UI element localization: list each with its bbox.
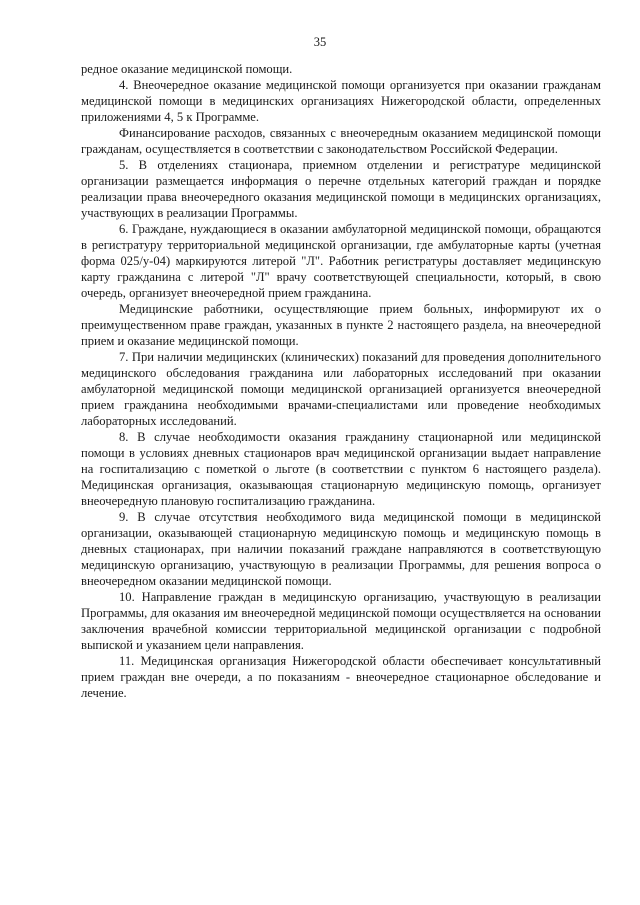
document-body xyxy=(81,61,601,701)
paragraph-item-7: 7. При наличии медицинских (клинических) показаний для проведения дополнительного медицинского обследования гражданина или лабораторных исследований при оказании амбулаторной медицинской помощи медицинской организацией организуется внеочередной прием гражданина необходимыми врачами-специалистами или проведение необходимых лабораторных исследований. xyxy=(81,350,601,428)
paragraph-item-10: 10. Направление граждан в медицинскую организацию, участвующую в реализации Программы, для оказания им внеочередной медицинской помощи осуществляется на основании заключения врачебной комиссии территориальной медицинской организации с подробной выпиской и указанием цели направления. xyxy=(81,590,601,652)
paragraph-item-4: 4. Внеочередное оказание медицинской помощи организуется при оказании гражданам медицинской помощи в медицинских организациях Нижегородской области, определенных приложениями 4, 5 к Программе. xyxy=(81,78,601,124)
paragraph-medical-workers: Медицинские работники, осуществляющие прием больных, информируют их о преимущественном праве граждан, указанных в пункте 2 настоящего раздела, на внеочередной прием и оказание медицинской помощи. xyxy=(81,302,601,348)
paragraph-item-5: 5. В отделениях стационара, приемном отделении и регистратуре медицинской организации размещается информация о перечне отдельных категорий граждан и порядке реализации права внеочередного оказания медицинской помощи в медицинских организациях, участвующих в реализации Программы. xyxy=(81,158,601,220)
page-number: 35 xyxy=(313,35,327,49)
paragraph-financing: Финансирование расходов, связанных с внеочередным оказанием медицинской помощи гражданам, осуществляется в соответствии с законодательством Российской Федерации. xyxy=(81,126,601,156)
paragraph-item-6: 6. Граждане, нуждающиеся в оказании амбулаторной медицинской помощи, обращаются в регистратуру территориальной медицинской организации, где амбулаторные карты (учетная форма 025/у-04) маркируются литерой "Л". Работник регистратуры доставляет медицинскую карту гражданина с литерой "Л" врачу соответствующей специальности, который, в свою очередь, организует внеочередной прием гражданина. xyxy=(81,222,601,300)
paragraph-item-9: 9. В случае отсутствия необходимого вида медицинской помощи в медицинской организации, оказывающей стационарную медицинскую помощь и медицинскую помощь в дневных стационарах, при наличии показаний граждане направляются в соответствующую медицинскую организацию, участвующую в реализации Программы, для решения вопроса о внеочередном оказании медицинской помощи. xyxy=(81,510,601,588)
paragraph-item-8: 8. В случае необходимости оказания гражданину стационарной или медицинской помощи в условиях дневных стационаров врач медицинской организации выдает направление на госпитализацию с пометкой о льготе (в соответствии с пунктом 6 настоящего раздела). Медицинская организация, оказывающая стационарную медицинскую помощь, организует внеочередную плановую госпитализацию гражданина. xyxy=(81,430,601,508)
paragraph-item-11: 11. Медицинская организация Нижегородской области обеспечивает консультативный прием граждан вне очереди, а по показаниям - внеочередное стационарное обследование и лечение. xyxy=(81,654,601,700)
paragraph-continuation: редное оказание медицинской помощи. xyxy=(81,62,293,76)
